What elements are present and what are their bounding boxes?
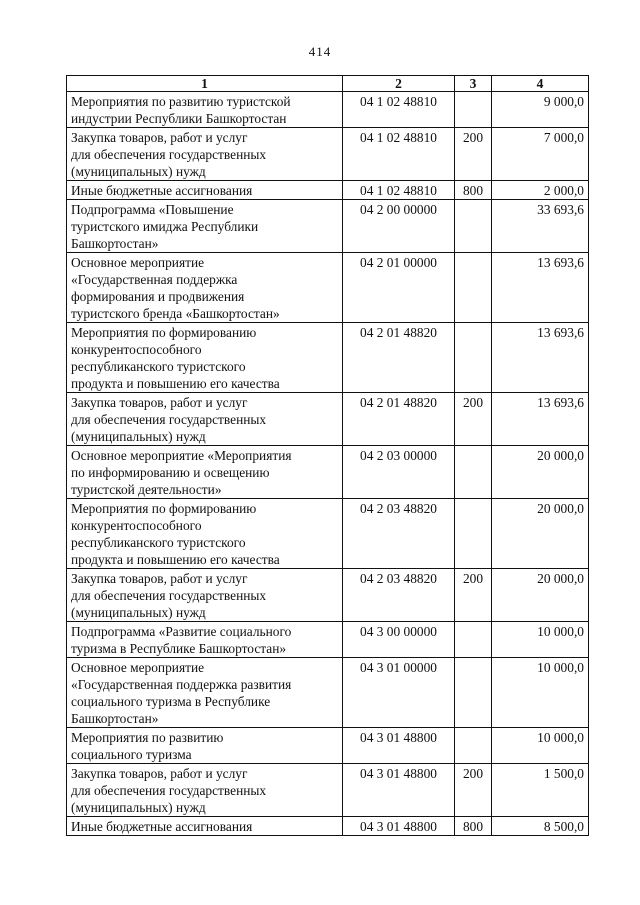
table-row bbox=[67, 499, 589, 569]
table-row bbox=[67, 128, 589, 181]
table-row bbox=[67, 200, 589, 253]
row-name-cell: Основное мероприятие «Государственная поддержка развития социального туризма в Республике Башкортостан» bbox=[67, 658, 343, 728]
row-name-cell: Иные бюджетные ассигнования bbox=[67, 181, 343, 200]
row-type-cell bbox=[455, 658, 492, 728]
row-amount-cell: 9 000,0 bbox=[492, 92, 589, 128]
table-row bbox=[67, 323, 589, 393]
table-row bbox=[67, 253, 589, 323]
row-code-cell: 04 3 01 48800 bbox=[343, 764, 455, 817]
row-code-cell: 04 2 03 48820 bbox=[343, 499, 455, 569]
header-type-column: 3 bbox=[455, 76, 492, 92]
row-type-cell bbox=[455, 446, 492, 499]
table-row bbox=[67, 622, 589, 658]
row-code-cell: 04 2 01 48820 bbox=[343, 323, 455, 393]
row-code-cell: 04 1 02 48810 bbox=[343, 181, 455, 200]
row-type-cell: 800 bbox=[455, 817, 492, 836]
row-name-cell: Закупка товаров, работ и услуг для обеспечения государственных (муниципальных) нужд bbox=[67, 569, 343, 622]
row-code-cell: 04 2 01 48820 bbox=[343, 393, 455, 446]
table-row bbox=[67, 92, 589, 128]
row-code-cell: 04 2 03 48820 bbox=[343, 569, 455, 622]
row-code-cell: 04 3 01 48800 bbox=[343, 817, 455, 836]
row-name-cell: Основное мероприятие «Мероприятия по информированию и освещению туристской деятельности» bbox=[67, 446, 343, 499]
header-code-column: 2 bbox=[343, 76, 455, 92]
row-name-cell: Мероприятия по формированию конкурентоспособного республиканского туристского продукта и повышению его качества bbox=[67, 323, 343, 393]
table-row bbox=[67, 569, 589, 622]
table-row bbox=[67, 764, 589, 817]
row-type-cell: 800 bbox=[455, 181, 492, 200]
row-code-cell: 04 1 02 48810 bbox=[343, 92, 455, 128]
row-type-cell: 200 bbox=[455, 128, 492, 181]
row-amount-cell: 13 693,6 bbox=[492, 393, 589, 446]
row-amount-cell: 20 000,0 bbox=[492, 446, 589, 499]
row-amount-cell: 13 693,6 bbox=[492, 253, 589, 323]
row-name-cell: Подпрограмма «Повышение туристского имиджа Республики Башкортостан» bbox=[67, 200, 343, 253]
budget-table bbox=[66, 75, 589, 836]
row-type-cell bbox=[455, 499, 492, 569]
page-number: 414 bbox=[308, 44, 332, 59]
row-code-cell: 04 3 00 00000 bbox=[343, 622, 455, 658]
table-header-row bbox=[67, 76, 589, 92]
row-name-cell: Основное мероприятие «Государственная поддержка формирования и продвижения туристского бренда «Башкортостан» bbox=[67, 253, 343, 323]
row-amount-cell: 13 693,6 bbox=[492, 323, 589, 393]
table-row bbox=[67, 446, 589, 499]
row-amount-cell: 2 000,0 bbox=[492, 181, 589, 200]
row-type-cell bbox=[455, 728, 492, 764]
table-row bbox=[67, 393, 589, 446]
row-type-cell: 200 bbox=[455, 569, 492, 622]
row-code-cell: 04 2 00 00000 bbox=[343, 200, 455, 253]
row-name-cell: Подпрограмма «Развитие социального туризма в Республике Башкортостан» bbox=[67, 622, 343, 658]
row-type-cell: 200 bbox=[455, 393, 492, 446]
row-amount-cell: 8 500,0 bbox=[492, 817, 589, 836]
row-code-cell: 04 2 01 00000 bbox=[343, 253, 455, 323]
row-amount-cell: 1 500,0 bbox=[492, 764, 589, 817]
row-name-cell: Мероприятия по формированию конкурентоспособного республиканского туристского продукта и повышению его качества bbox=[67, 499, 343, 569]
row-type-cell bbox=[455, 323, 492, 393]
table-row bbox=[67, 817, 589, 836]
table-body bbox=[67, 92, 589, 836]
row-name-cell: Закупка товаров, работ и услуг для обеспечения государственных (муниципальных) нужд bbox=[67, 128, 343, 181]
row-name-cell: Мероприятия по развитию туристской индустрии Республики Башкортостан bbox=[67, 92, 343, 128]
row-amount-cell: 10 000,0 bbox=[492, 658, 589, 728]
row-amount-cell: 33 693,6 bbox=[492, 200, 589, 253]
row-amount-cell: 10 000,0 bbox=[492, 622, 589, 658]
row-type-cell bbox=[455, 92, 492, 128]
row-type-cell bbox=[455, 200, 492, 253]
row-name-cell: Мероприятия по развитию социального туризма bbox=[67, 728, 343, 764]
row-type-cell bbox=[455, 253, 492, 323]
row-code-cell: 04 3 01 00000 bbox=[343, 658, 455, 728]
row-code-cell: 04 1 02 48810 bbox=[343, 128, 455, 181]
row-name-cell: Иные бюджетные ассигнования bbox=[67, 817, 343, 836]
row-amount-cell: 20 000,0 bbox=[492, 499, 589, 569]
row-code-cell: 04 3 01 48800 bbox=[343, 728, 455, 764]
row-amount-cell: 10 000,0 bbox=[492, 728, 589, 764]
row-name-cell: Закупка товаров, работ и услуг для обеспечения государственных (муниципальных) нужд bbox=[67, 764, 343, 817]
row-type-cell bbox=[455, 622, 492, 658]
row-code-cell: 04 2 03 00000 bbox=[343, 446, 455, 499]
row-amount-cell: 20 000,0 bbox=[492, 569, 589, 622]
table-row bbox=[67, 181, 589, 200]
table-row bbox=[67, 728, 589, 764]
header-name-column: 1 bbox=[67, 76, 343, 92]
table-row bbox=[67, 658, 589, 728]
row-name-cell: Закупка товаров, работ и услуг для обеспечения государственных (муниципальных) нужд bbox=[67, 393, 343, 446]
row-amount-cell: 7 000,0 bbox=[492, 128, 589, 181]
row-type-cell: 200 bbox=[455, 764, 492, 817]
header-amount-column: 4 bbox=[492, 76, 589, 92]
